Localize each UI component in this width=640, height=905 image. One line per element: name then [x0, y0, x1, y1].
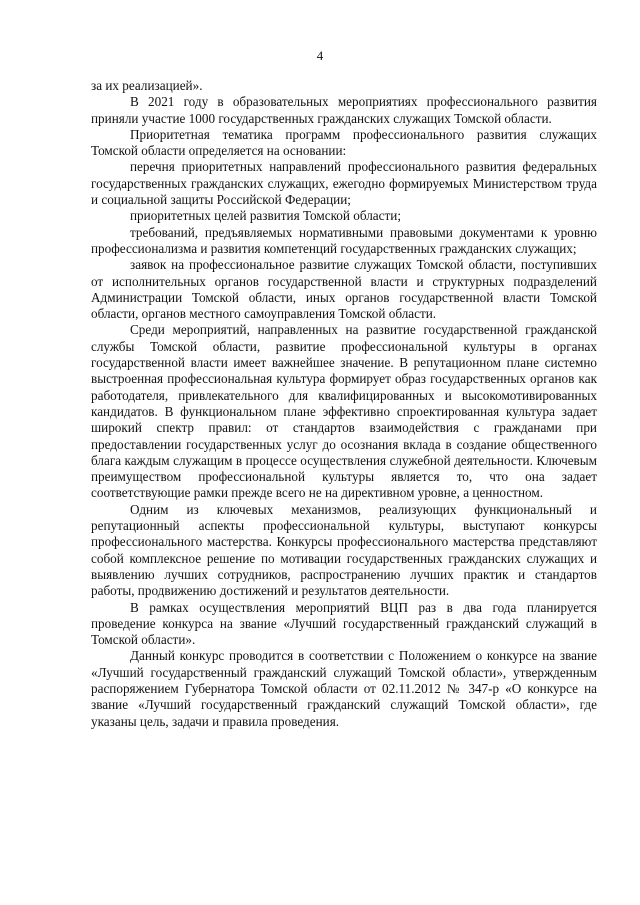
paragraph-continuation: за их реализацией». — [91, 78, 203, 93]
list-item-federal-directions: перечня приоритетных направлений профессионального развития федеральных государственных гражданских служащих, ежегодно формируемых Министерством труда и социальной защиты Российской Федерации; — [91, 159, 597, 208]
paragraph-priority-topics: Приоритетная тематика программ профессионального развития служащих Томской области определяется на основании: — [91, 126, 597, 159]
list-item-applications: заявок на профессиональное развитие служащих Томской области, поступивших от исполнительных органов государственной власти и структурных подразделений Администрации Томской области, иных органов государственной власти Томской области, органов местного самоуправления Томской области. — [91, 257, 597, 322]
paragraph-participation-2021: В 2021 году в образовательных мероприятиях профессионального развития приняли участие 1000 государственных гражданских служащих Томской области. — [91, 94, 597, 126]
paragraph-contest-regulation: Данный конкурс проводится в соответствии с Положением о конкурсе на звание «Лучший государственный гражданский служащий Томской области», утвержденным распоряжением Губернатора Томской области от 02.11.2012 № 347-р «О конкурсе на звание «Лучший государственный гражданский служащий Томской области», где указаны цель, задачи и правила проведения. — [91, 648, 597, 729]
paragraph-professional-culture: Среди мероприятий, направленных на развитие государственной гражданской службы Томской области, развитие профессиональной культуры в органах государственной власти имеет важнейшее значение. В репутационном плане системно выстроенная профессиональная культура формирует образ государственных органов как работодателя, привлекательного для квалифицированных и высокомотивированных кандидатов. В функциональном плане эффективно спроектированная культура задает широкий спектр правил: от стандартов взаимодействия с гражданами при предоставлении государственных услуг до осознания вклада в создание общественного блага каждым служащим в процессе осуществления служебной деятельности. Ключевым преимуществом профессиональной культуры является то, что она задает соответствующие рамки прежде всего не на директивном уровне, а ценностном. — [91, 322, 597, 501]
document-body — [91, 78, 597, 730]
list-item-priority-goals: приоритетных целей развития Томской области; — [130, 208, 401, 224]
page-number: 4 — [316, 48, 324, 63]
paragraph-competitions: Одним из ключевых механизмов, реализующих функциональный и репутационный аспекты профессиональной культуры, выступают конкурсы профессионального мастерства. Конкурсы профессионального мастерства представляют собой комплексное решение по мотивации государственных гражданских служащих и выявлению лучших сотрудников, распространению лучших практик и стандартов работы, продвижению достижений и результатов деятельности. — [91, 501, 597, 599]
paragraph-vcp-contest: В рамках осуществления мероприятий ВЦП раз в два года планируется проведение конкурса на звание «Лучший государственный гражданский служащий в Томской области». — [91, 599, 597, 648]
list-item-requirements: требований, предъявляемых нормативными правовыми документами к уровню профессионализма и развития компетенций государственных гражданских служащих; — [91, 224, 597, 256]
